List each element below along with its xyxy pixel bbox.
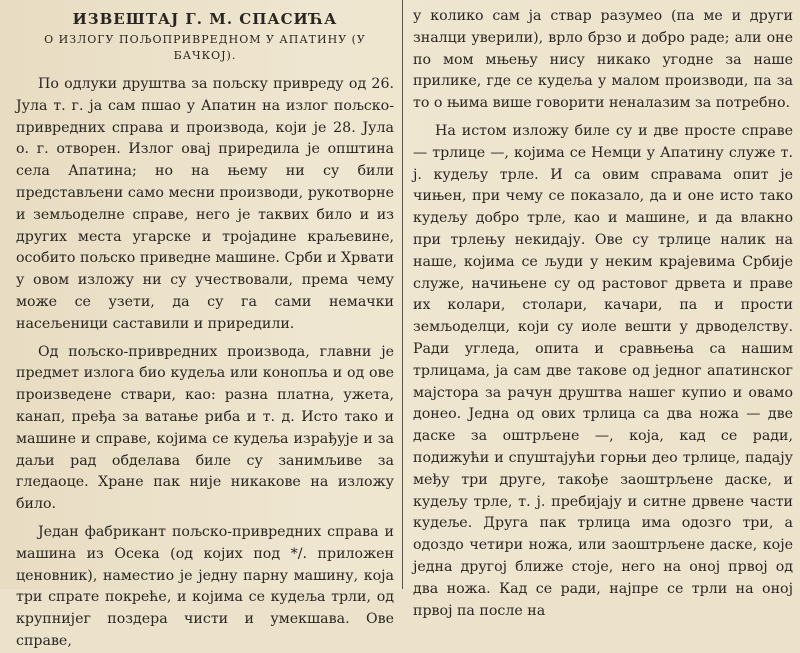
right-column — [413, 6, 793, 619]
left-paragraph-1: По одлуки друштва за пољску привреду од 26. Јула т. г. ја сам пшао у Апатин на излог пољско-привредних справа и производа, који је 28. Јула о. г. отворен. Излог овај приредила је општина села Апатина; но на њему ни су били представљени само месни производи, рукотворне и земљоделне справе, него је таквих било и из других места угарске и тројадине краљевине, особито пољско приведне машине. Срби и Хрвати у овом изложу ни су учествовали, према чему може се узети, да су га сами немачки насељеници саставили и приредили. — [16, 76, 394, 332]
right-paragraph-2: На истом изложу биле су и две просте справе — трлице —, којима се Немци у Апатину служе т. ј. кудељу трле. И са овим справама опит је чињен, при чему се показало, да и оне исто тако кудељу добро трле, као и машине, и да влакно при трлењу некидају. Ове су трлице налик на наше, којима се људи у неким крајевима Србије служе, начињене су од растовог дрвета и праве их колари, столари, качари, па и прости земљоделци, који су иоле вешти у дрводелству. Ради угледа, опита и сравњења са нашим трлицама, ја сам две такове од једног апатинског мајстора за рачун друштва нашег купио и овамо донео. Једна од ових трлица са два ножа — две даске за оштрљене —, која, кад се ради, подижући и спуштајући горњи део трлице, падају међу три друге, такође заоштрљене даске, и кудељу трле, т. ј. пребијају и ситне дрвене части кудеље. Друга пак трлица има одозго три, а одоздо четири ножа, или заоштрљене даске, које једна другој ближе стоје, него на оној првој од два ножа. Кад се ради, најпре се трли на оној првој па после на — [413, 122, 793, 619]
right-paragraph-1: у колико сам ја ствар разумео (па ме и други зналци уверили), врло брзо и добро раде; али оне по мом мњењу нису никако угодне за наше прилике, где се кудеља у малом производи, па за то о њима више говорити неналазим за потребно. — [413, 8, 793, 112]
left-paragraph-3: Један фабрикант пољско-привредних справа и машина из Осека (од којих под */. приложен ценовник), наместио је једну парну машину, која три спрате покреће, и којима се кудеља трли, од крупнијег поздера чисти и умекшава. Ове справе, — [16, 523, 394, 649]
article-title: ИЗВЕШТАЈ Г. М. СПАСИЋА — [72, 10, 338, 28]
left-column — [16, 6, 394, 649]
column-divider — [402, 0, 403, 589]
left-paragraph-2: Од пољско-привредних производа, главни је предмет излога био кудеља или конопља и од ове произведене ствари, као: разна платна, ужета, канап, пређа за ватање риба и т. д. Исто тако и машине и справе, којима се кудеља израђује и за даљи рад обделава биле су занимљиве за гледаоце. Хране пак није никакове на изложу било. — [16, 343, 394, 513]
article-subtitle: О ИЗЛОГУ ПОЉОПРИВРЕДНОМ У АПАТИНУ (У БАЧКОЈ). — [44, 33, 366, 62]
